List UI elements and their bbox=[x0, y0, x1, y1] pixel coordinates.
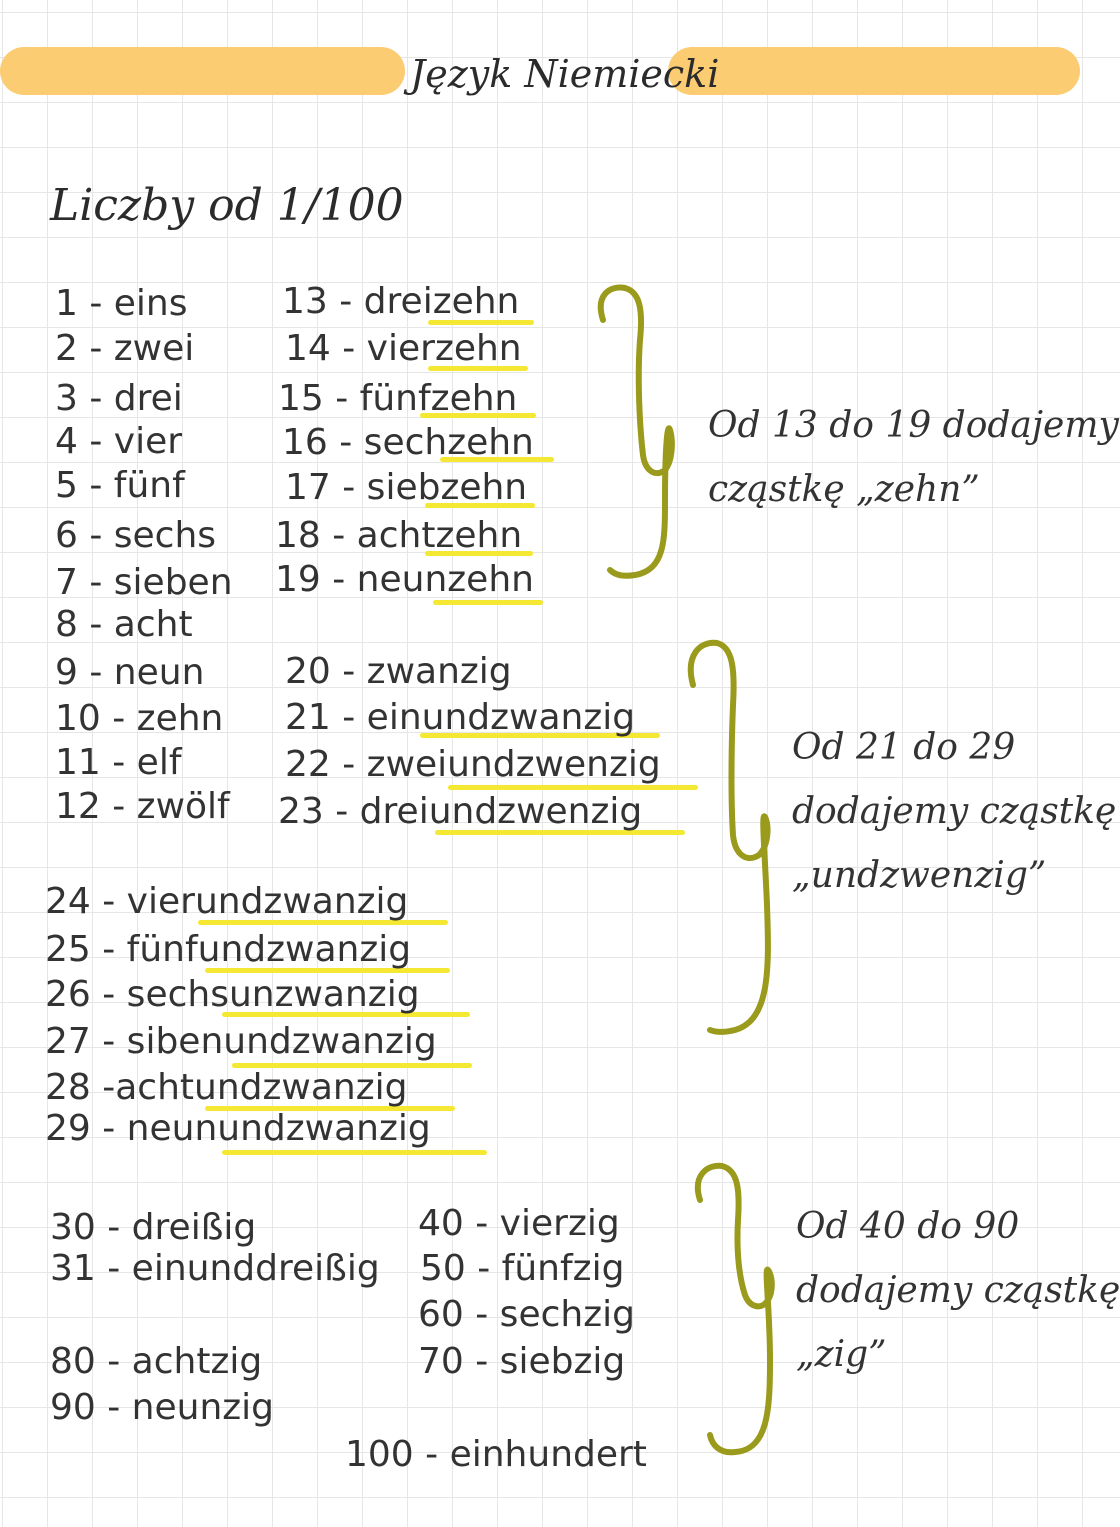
header-highlight-right bbox=[668, 47, 1080, 95]
number-31: 31 - einunddreißig bbox=[50, 1248, 380, 1289]
number-26: 26 - sechsunzwanzig bbox=[45, 974, 420, 1015]
note-tens-line2: dodajemy cząstkę bbox=[796, 1270, 1120, 1311]
number-7: 7 - sieben bbox=[55, 562, 233, 603]
header-highlight-left bbox=[0, 47, 405, 95]
note-twenties-line2: dodajemy cząstkę bbox=[792, 791, 1117, 832]
number-2: 2 - zwei bbox=[55, 328, 195, 369]
number-10: 10 - zehn bbox=[55, 698, 224, 739]
curly-bracket-tens-icon bbox=[690, 1160, 790, 1460]
number-8: 8 - acht bbox=[55, 604, 193, 645]
number-9: 9 - neun bbox=[55, 652, 205, 693]
curly-bracket-teens-icon bbox=[595, 280, 685, 590]
note-tens-line1: Od 40 do 90 bbox=[796, 1206, 1020, 1247]
note-tens bbox=[796, 1195, 1120, 1387]
note-twenties-line1: Od 21 do 29 bbox=[792, 727, 1016, 768]
note-teens-line2: cząstkę „zehn” bbox=[708, 469, 980, 510]
number-22: 22 - zweiundzwenzig bbox=[285, 744, 661, 785]
number-24: 24 - vierundzwanzig bbox=[45, 881, 409, 922]
number-28: 28 -achtundzwanzig bbox=[45, 1067, 408, 1108]
number-21: 21 - einundzwanzig bbox=[285, 697, 636, 738]
note-tens-line3: „zig” bbox=[796, 1334, 887, 1375]
note-teens-line1: Od 13 do 19 dodajemy bbox=[708, 405, 1119, 446]
number-15: 15 - fünfzehn bbox=[278, 378, 518, 419]
number-13: 13 - dreizehn bbox=[282, 281, 520, 322]
number-14: 14 - vierzehn bbox=[285, 328, 522, 369]
note-twenties bbox=[792, 716, 1116, 908]
note-twenties-line3: „undzwenzig” bbox=[792, 855, 1047, 896]
number-40: 40 - vierzig bbox=[418, 1203, 620, 1244]
note-teens bbox=[708, 394, 1119, 522]
number-16: 16 - sechzehn bbox=[282, 422, 534, 463]
number-18: 18 - achtzehn bbox=[275, 515, 523, 556]
number-27: 27 - sibenundzwanzig bbox=[45, 1021, 437, 1062]
number-19: 19 - neunzehn bbox=[275, 559, 534, 600]
number-80: 80 - achtzig bbox=[50, 1341, 263, 1382]
number-90: 90 - neunzig bbox=[50, 1387, 275, 1428]
number-50: 50 - fünfzig bbox=[420, 1248, 625, 1289]
number-11: 11 - elf bbox=[55, 742, 182, 783]
number-12: 12 - zwölf bbox=[55, 786, 230, 827]
number-60: 60 - sechzig bbox=[418, 1294, 635, 1335]
number-100: 100 - einhundert bbox=[345, 1434, 647, 1475]
number-17: 17 - siebzehn bbox=[285, 467, 528, 508]
number-1: 1 - eins bbox=[55, 283, 188, 324]
number-25: 25 - fünfundzwanzig bbox=[45, 929, 412, 970]
number-6: 6 - sechs bbox=[55, 515, 217, 556]
number-5: 5 - fünf bbox=[55, 465, 185, 506]
number-4: 4 - vier bbox=[55, 421, 183, 462]
number-30: 30 - dreißig bbox=[50, 1207, 257, 1248]
curly-bracket-twenties-icon bbox=[685, 635, 785, 1045]
number-29: 29 - neunundzwanzig bbox=[45, 1108, 431, 1149]
number-70: 70 - siebzig bbox=[418, 1341, 626, 1382]
section-title: Liczby od 1/100 bbox=[50, 180, 404, 231]
number-3: 3 - drei bbox=[55, 378, 183, 419]
number-20: 20 - zwanzig bbox=[285, 651, 512, 692]
page-title: Język Niemiecki bbox=[410, 52, 720, 96]
number-23: 23 - dreiundzwenzig bbox=[278, 791, 643, 832]
